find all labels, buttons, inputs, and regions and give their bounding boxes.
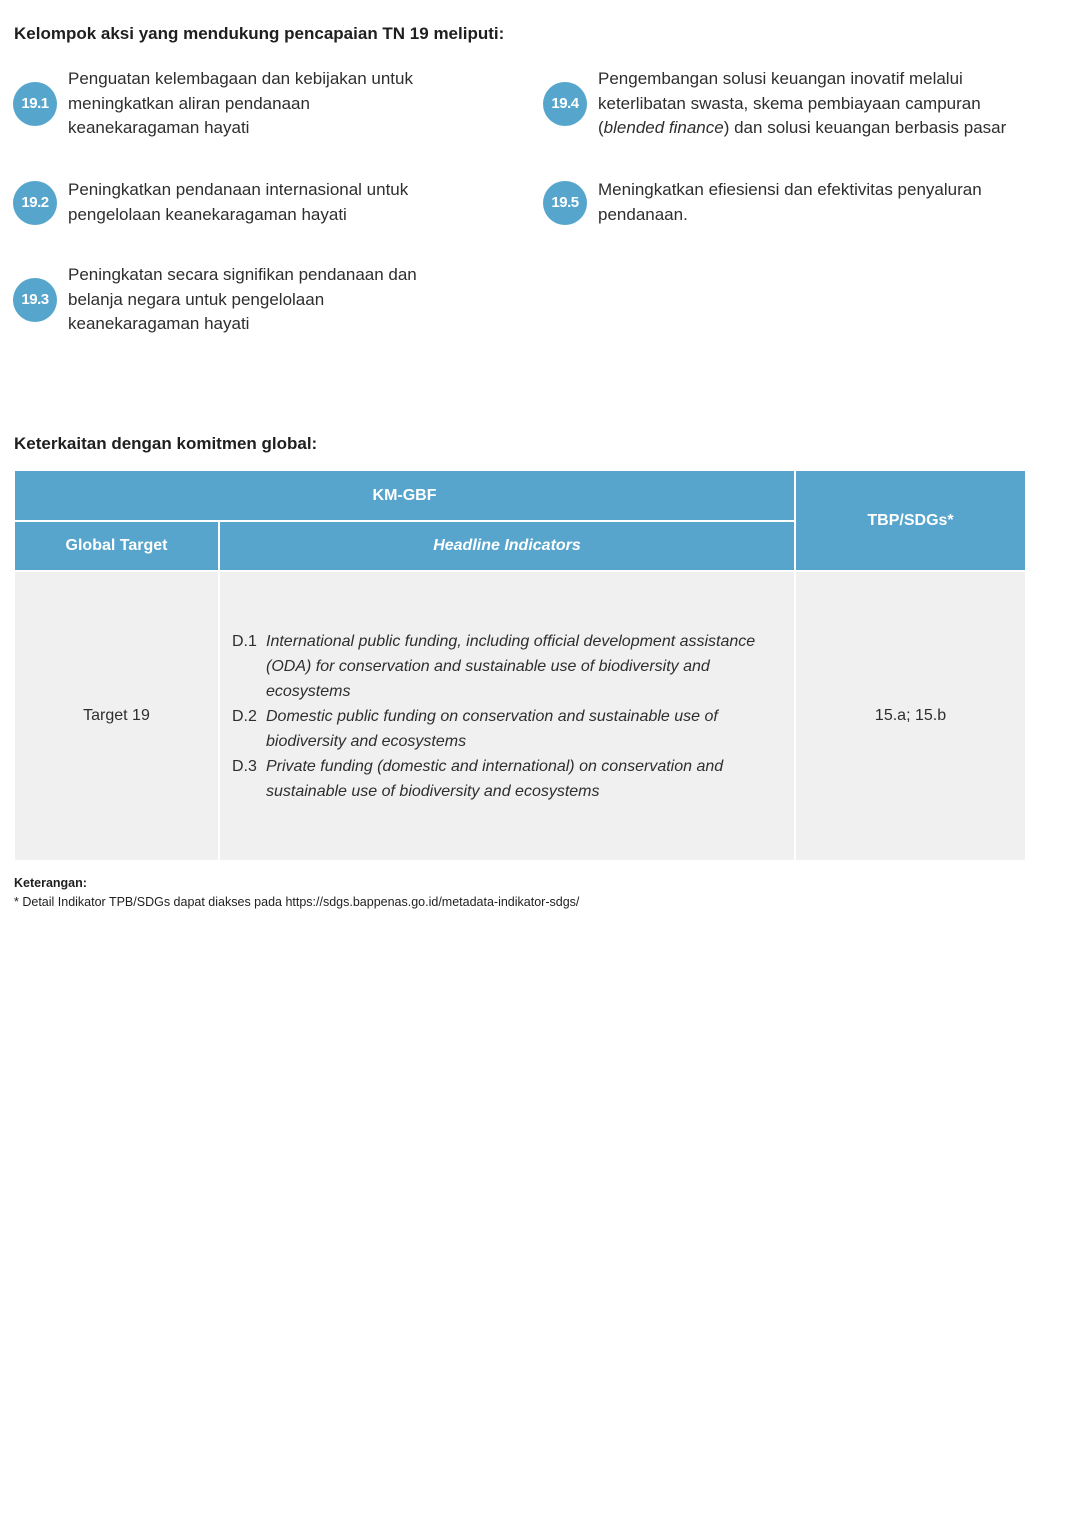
header-sdgs: TBP/SDGs* [795, 470, 1026, 571]
section-title-action-groups: Kelompok aksi yang mendukung pencapaian TN 19 meliputi: [14, 24, 505, 43]
indicator-item [232, 629, 786, 704]
action-text: Peningkatkan pendanaan internasional untuk pengelolaan keanekaragaman hayati [68, 180, 409, 224]
indicator-code: D.1 [232, 632, 257, 650]
action-item-19-3 [13, 263, 433, 337]
notes [14, 875, 579, 912]
action-number-badge: 19.1 [13, 82, 57, 126]
action-text: Peningkatan secara signifikan pendanaan dan belanja negara untuk pengelolaan keanekaragaman hayati [68, 265, 417, 333]
notes-title: Keterangan: [14, 876, 87, 890]
global-commitment-table [13, 469, 1027, 862]
action-text: Penguatan kelembagaan dan kebijakan untuk meningkatkan aliran pendanaan keanekaragaman hayati [68, 69, 413, 137]
action-item-19-4 [543, 67, 1043, 141]
action-number-badge: 19.5 [543, 181, 587, 225]
indicator-item [232, 704, 786, 754]
indicator-text: International public funding, including official development assistance (ODA) for conservation and sustainable use of biodiversity and ecosystems [266, 632, 756, 700]
action-item-19-2 [13, 178, 453, 227]
indicator-text: Domestic public funding on conservation and sustainable use of biodiversity and ecosystems [266, 707, 718, 750]
header-global-target: Global Target [14, 521, 219, 571]
action-text [598, 67, 1043, 141]
indicator-item [232, 754, 786, 804]
table-header-row-1 [14, 470, 1026, 521]
header-km-gbf: KM-GBF [14, 470, 795, 521]
header-headline-indicators: Headline Indicators [219, 521, 795, 571]
action-item-19-1 [13, 67, 433, 141]
cell-global-target: Target 19 [14, 571, 219, 861]
section-title-global-commitment: Keterkaitan dengan komitmen global: [14, 434, 318, 453]
indicator-code: D.2 [232, 707, 257, 725]
action-number-badge: 19.2 [13, 181, 57, 225]
action-item-19-5 [543, 178, 1043, 227]
cell-sdgs: 15.a; 15.b [795, 571, 1026, 861]
indicator-text: Private funding (domestic and international) on conservation and sustainable use of biodiversity and ecosystems [266, 757, 724, 800]
action-text-part: ) dan solusi keuangan berbasis pasar [723, 118, 1007, 137]
action-number-badge: 19.3 [13, 278, 57, 322]
action-text-part: Pengembangan solusi keuangan inovatif melalui keterlibatan swasta, skema pembiayaan campuran ( [598, 69, 981, 137]
action-text: Meningkatkan efiesiensi dan efektivitas penyaluran pendanaan. [598, 180, 982, 224]
indicator-code: D.3 [232, 757, 257, 775]
action-number-badge: 19.4 [543, 82, 587, 126]
notes-line: * Detail Indikator TPB/SDGs dapat diakses pada https://sdgs.bappenas.go.id/metadata-indikator-sdgs/ [14, 895, 580, 909]
table-row [14, 571, 1026, 861]
cell-headline-indicators [219, 571, 795, 861]
action-text-italic: blended finance [603, 118, 724, 137]
